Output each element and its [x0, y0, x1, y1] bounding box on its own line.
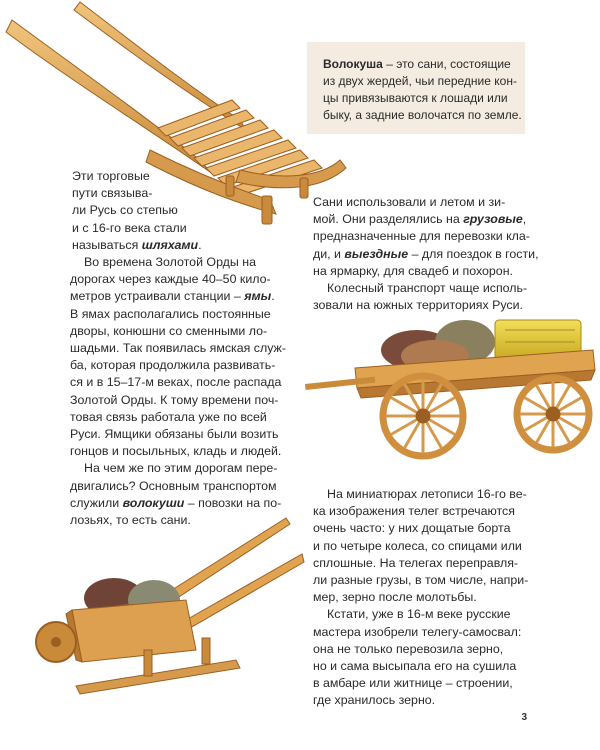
text-line: сплошные. На телегах переправля- — [313, 555, 519, 570]
text-line: ка изображения телег встречаются — [313, 504, 515, 519]
right-column-top-text — [313, 194, 573, 314]
term-shlyakhi: шляхами — [141, 237, 199, 252]
text-line: Кстати, уже в 16-м веке русские — [327, 607, 511, 622]
text-line: зовали на южных территориях Руси. — [313, 298, 523, 313]
right-column-bottom-text — [313, 486, 573, 710]
text-line: ся и в 15–17-м веках, после распада — [70, 375, 282, 390]
text-line: Сани использовали и летом и зи- — [313, 195, 506, 209]
text-line: мастера изобрели телегу-самосвал: — [313, 624, 522, 639]
text-line: ли разные грузы, в том числе, напри- — [313, 573, 529, 588]
text-line: На чем же по этим дорогам пере- — [84, 461, 278, 476]
text-line: ди, и выездные – для поездок в гости, — [313, 246, 539, 261]
text-line: лозьях, то есть сани. — [70, 513, 191, 528]
text-line: в амбаре или житнице – строении, — [313, 676, 513, 691]
text-line: Руси. Ямщики обязаны были возить — [70, 427, 279, 442]
text-line: служили волокуши – повозки на по- — [70, 495, 282, 510]
text-line: но и сама высыпала его на сушила — [313, 659, 517, 674]
emphasized-term: выездные — [344, 246, 409, 261]
text-line: Колесный транспорт чаще исполь- — [327, 281, 528, 296]
text-line: метров устраивали станции – ямы. — [70, 289, 275, 304]
definition-callout: Волокуша – это сани, состоящие из двух жердей, чьи передние кон- цы привязываются к лошади или быку, а задние волочатся по земле. — [307, 42, 525, 134]
paragraph-yamy — [70, 254, 300, 460]
text-line: ба, которая продолжила развивать- — [70, 358, 276, 373]
text-line: мер, зерно после молотьбы. — [313, 590, 477, 605]
text-line: и по четыре колеса, со спицами или — [313, 538, 522, 553]
text-line: гонцов и посыльных, кладь и людей. — [70, 444, 282, 459]
text-line: Золотой Орды. К тому времени поч- — [70, 392, 279, 407]
text-line: двигались? Основным транспортом — [70, 478, 277, 493]
text-line: она не только перевозила зерно, — [313, 641, 504, 656]
text-line: на ярмарку, для свадеб и похорон. — [313, 263, 513, 278]
text-line: где хранилось зерно. — [313, 693, 436, 708]
text-line: шадьми. Так появилась ямская служ- — [70, 341, 286, 356]
wheel — [383, 376, 463, 456]
text-line: В ямах располагались постоянные — [70, 306, 271, 321]
text-line: очень часто: у них дощатые борта — [313, 521, 511, 536]
text-line: На миниатюрах летописи 16-го ве- — [327, 487, 527, 501]
emphasized-term: волокуши — [122, 495, 185, 510]
left-column-text: Эти торговые пути связыва- ли Русь со степью и с 16-го века стали называться шляхами. Во времена Золотой Орды на дорогах через каждые 40–50 кило- метров устраивали станции – ямы. В ямах располагались постоянные дворы, конюшни со сменными ло- шадьми. Так появилась ямская служ- ба, которая продолжила развивать- ся и в 15–17-м веках, после распада Золотой Орды. К тому времени поч- товая связь работала уже по всей Руси. Ямщики обязаны были возить гонцов и посыльных, кладь и людей. На чем же по этим дорогам пере- двигались? Основным транспортом служили волокуши – повозки на по- лозьях, то есть сани. — [70, 168, 300, 529]
wheel — [517, 378, 589, 450]
emphasized-term: грузовые — [463, 212, 523, 227]
text-line: товая связь работала уже по всей — [70, 409, 267, 424]
callout-term: Волокуша — [323, 57, 383, 71]
text-line: Во времена Золотой Орды на — [84, 255, 256, 270]
text-line: дворы, конюшни со сменными ло- — [70, 323, 268, 338]
text-line: мой. Они разделялись на грузовые, — [313, 212, 527, 227]
text-line: предназначенные для перевозки кла- — [313, 229, 530, 244]
tipping-cart-illustration — [36, 510, 306, 710]
emphasized-term: ямы — [244, 289, 272, 304]
page-number: 3 — [521, 712, 527, 723]
cart-illustration — [305, 308, 595, 458]
text-line: дорогах через каждые 40–50 кило- — [70, 272, 271, 287]
